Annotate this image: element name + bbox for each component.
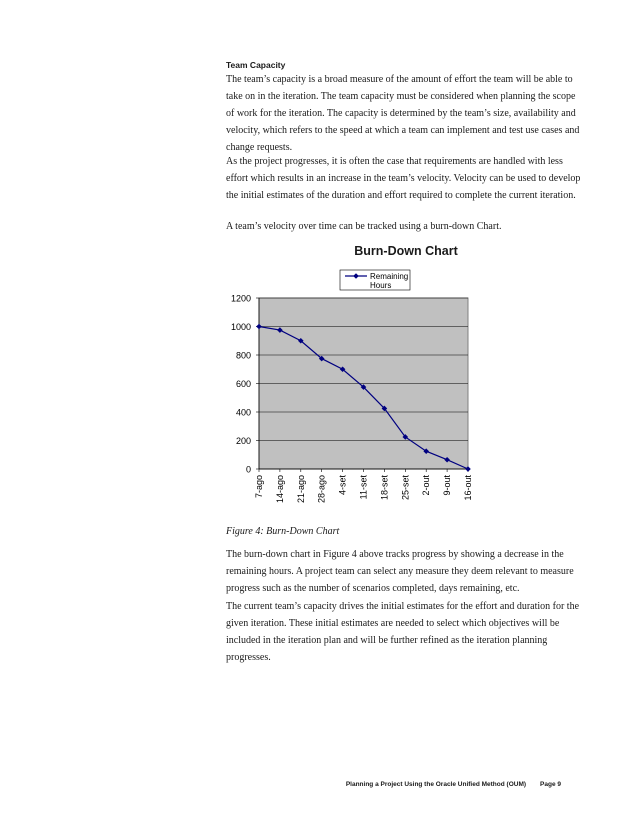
legend: [340, 270, 410, 290]
legend-label: Hours: [370, 281, 392, 290]
paragraph-capacity-estimates: The current team’s capacity drives the initial estimates for the effort and duration for the given iteration. These initial estimates are needed to select which objectives will be included in the iteration plan and will be further refined as the iteration planning progresses.: [226, 601, 580, 663]
x-tick-label: 18-set: [379, 475, 390, 501]
x-tick-label: 28-ago: [316, 475, 327, 504]
y-tick-label: 0: [245, 464, 251, 475]
paragraph-burn-down-intro: A team’s velocity over time can be tracked using a burn-down Chart.: [226, 221, 502, 232]
chart-title: Burn-Down Chart: [354, 244, 458, 258]
y-tick-label: 200: [235, 436, 251, 446]
paragraph-team-capacity: The team’s capacity is a broad measure of the amount of effort the team will be able to take on in the iteration. The team capacity must be considered when planning the scope of work for the iteration. The capacity is determined by the team’s size, availability and velocity, which refers to the speed at which a team can implement and test use cases and change requests.: [226, 74, 580, 153]
x-tick-label: 25-set: [400, 475, 411, 501]
x-tick-label: 2-out: [421, 475, 432, 496]
paragraph-burn-down-explanation: The burn-down chart in Figure 4 above tracks progress by showing a decrease in the remaining hours. A project team can select any measure they deem relevant to measure progress such as the number of scenarios completed, days remaining, etc.: [226, 549, 574, 594]
x-tick-label: 9-out: [442, 475, 453, 496]
x-tick-label: 21-ago: [295, 475, 306, 504]
y-axis-tick-labels: [231, 294, 251, 475]
x-axis-tick-labels: [254, 469, 473, 503]
footer-title: Planning a Project Using the Oracle Unified Method (OUM): [345, 781, 527, 788]
y-tick-label: 600: [235, 379, 251, 389]
x-tick-label: 16-out: [463, 475, 473, 501]
y-tick-label: 1000: [230, 322, 251, 332]
x-tick-label: 14-ago: [274, 475, 285, 504]
x-tick-label: 4-set: [337, 475, 348, 496]
legend-label: Remaining: [370, 272, 409, 281]
figure-caption: Figure 4: Burn-Down Chart: [226, 526, 340, 537]
paragraph-velocity: As the project progresses, it is often the case that requirements are handled with less effort which results in an increase in the team’s velocity. Velocity can be used to develop the initial estimates of the duration and effort required to complete the current iteration.: [226, 156, 581, 201]
section-heading: Team Capacity: [226, 60, 286, 70]
page-number: Page 9: [540, 781, 561, 788]
x-tick-label: 11-set: [358, 475, 369, 500]
y-tick-label: 1200: [230, 293, 251, 304]
page-footer: [226, 781, 561, 788]
y-tick-label: 400: [235, 407, 251, 418]
y-tick-label: 800: [235, 350, 251, 361]
x-tick-label: 7-ago: [254, 475, 264, 499]
